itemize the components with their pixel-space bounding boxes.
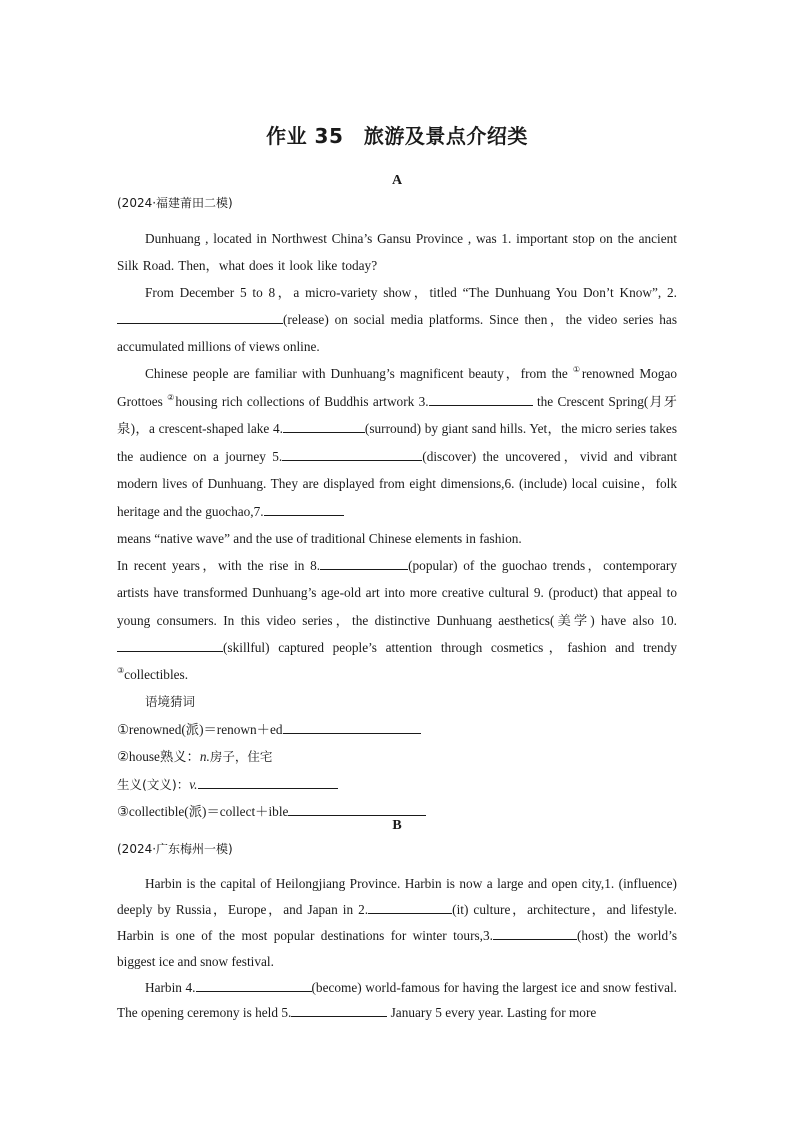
vocab-heading-text: 语境猜词 <box>145 694 196 710</box>
answer-blank-8[interactable] <box>320 557 408 570</box>
paragraph-text: (become) world-famous for having the largest ice and snow festival. The opening ceremony is held 5. <box>117 980 677 1020</box>
paragraph-text: (popular) of the guochao trends，contemporary artists have transformed Dunhuang’s age-old art into more creative cultural 9. (product) that appeal to young consumers. In this video series，the distinctive Dunhuang aesthetics(美学) have also 10. <box>117 558 677 628</box>
paragraph-text: the Crescent Spring(月牙泉)，a crescent-shaped lake 4. <box>117 393 677 436</box>
paragraph-text: (it) culture，architecture，and lifestyle. Harbin is one of the most popular destinations for winter tours,3. <box>117 902 677 943</box>
paragraph-text: (host) the world’s biggest ice and snow festival. <box>117 928 678 969</box>
paragraph-text: In recent years，with the rise in 8. <box>117 558 321 573</box>
paragraph-text: From December 5 to 8，a micro-variety show，titled “The Dunhuang You Don’t Know”, 2. <box>145 285 677 300</box>
section-a-label: A <box>391 173 403 188</box>
vocab-text: ①renowned(派)＝renown＋ed <box>117 721 283 737</box>
paragraph-text: January 5 every year. Lasting for more <box>387 1005 597 1020</box>
answer-blank-2[interactable] <box>117 311 283 324</box>
vocab-blank-1[interactable] <box>283 721 421 734</box>
paragraph-text: collectibles. <box>124 667 189 683</box>
paragraph-text: means “native wave” and the use of traditional Chinese elements in fashion. <box>117 531 522 546</box>
vocab-section <box>117 688 677 826</box>
section-b-paragraph-1 <box>117 871 677 975</box>
vocab-text: 生义(文义)： <box>117 776 190 792</box>
vocab-text: ②house熟义： <box>117 749 200 765</box>
paragraph-text: (release) on social media platforms. Since then，the video series has accumulated millions of views online. <box>117 312 677 354</box>
vocab-pos: v. <box>189 776 198 792</box>
answer-blank-b4[interactable] <box>196 979 312 992</box>
answer-blank-5[interactable] <box>282 448 422 461</box>
vocab-blank-3[interactable] <box>288 803 426 816</box>
answer-blank-b5[interactable] <box>291 1004 387 1017</box>
section-a-paragraph-2 <box>117 279 677 360</box>
vocab-item-3 <box>117 771 677 799</box>
vocab-marker-1: ① <box>572 365 582 374</box>
vocab-blank-2[interactable] <box>198 776 338 789</box>
page-title: 作业 35 旅游及景点介绍类 <box>266 124 528 148</box>
paragraph-text: Dunhuang , located in Northwest China’s Gansu Province , was 1. important stop on the ancient Silk Road. Then，what does it look like today? <box>117 231 677 273</box>
section-b-paragraph-2 <box>117 975 677 1025</box>
answer-blank-4[interactable] <box>283 420 365 433</box>
answer-blank-7[interactable] <box>264 503 344 516</box>
section-a-paragraph-5 <box>117 552 677 688</box>
answer-blank-10[interactable] <box>117 639 223 652</box>
section-a-passage <box>117 195 677 826</box>
vocab-pos: n. <box>199 749 210 765</box>
paragraph-text: Harbin is the capital of Heilongjiang Province. Harbin is now a large and open city,1. (influence) deeply by Russia，Europe，and Japan in 2. <box>117 876 677 917</box>
answer-blank-b3[interactable] <box>493 927 577 940</box>
section-a-paragraph-1 <box>117 225 677 279</box>
paragraph-text: (surround) by giant sand hills. Yet，the micro series takes the audience on a journey 5. <box>117 421 677 464</box>
vocab-marker-3: ③ <box>117 666 125 676</box>
paragraph-text: renowned Mogao Grottoes <box>117 366 677 409</box>
vocab-item-1 <box>117 716 677 744</box>
vocab-item-2 <box>117 743 677 771</box>
section-b-label: B <box>392 818 402 833</box>
paragraph-text: Harbin 4. <box>145 980 196 995</box>
answer-blank-3[interactable] <box>429 393 533 406</box>
section-a-source: (2024·福建莆田二模) <box>117 196 233 210</box>
section-a-paragraph-3 <box>117 360 677 525</box>
paragraph-text: housing rich collections of Buddhis artwork 3. <box>175 393 429 409</box>
paragraph-text: (discover) the uncovered，vivid and vibrant modern lives of Dunhuang. They are displayed from eight dimensions,6. (include) local cuisine，folk heritage and the guochao,7. <box>117 448 678 519</box>
paragraph-text: (skillful) captured people’s attention through cosmetics，fashion and trendy <box>223 639 677 655</box>
section-b-passage <box>117 841 677 1025</box>
vocab-marker-2: ② <box>167 392 176 402</box>
section-b-source: (2024·广东梅州一模) <box>117 842 233 856</box>
vocab-text: ③collectible(派)＝collect＋ible <box>117 804 289 820</box>
answer-blank-b2[interactable] <box>368 901 452 914</box>
vocab-heading <box>117 688 677 716</box>
section-a-paragraph-4 <box>117 525 677 552</box>
paragraph-text: Chinese people are familiar with Dunhuang’s magnificent beauty，from the <box>145 366 573 381</box>
vocab-text: 房子，住宅 <box>209 749 273 765</box>
